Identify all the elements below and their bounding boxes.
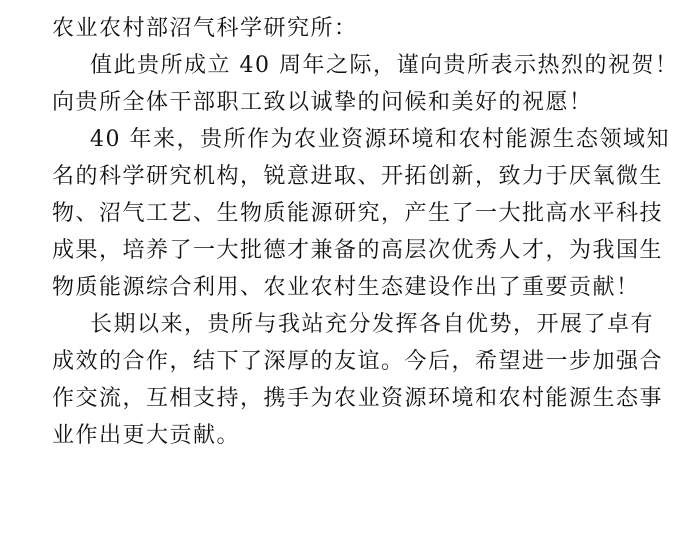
- paragraph-1-line-2: 向贵所全体干部职工致以诚挚的问候和美好的祝愿！: [52, 90, 593, 115]
- paragraph-3-line-2: 成效的合作，结下了深厚的友谊。今后，希望进一步加强合: [52, 349, 664, 374]
- paragraph-2-line-1: 40 年来，贵所作为农业资源环境和农村能源生态领域知: [90, 127, 670, 152]
- salutation: 农业农村部沼气科学研究所：: [52, 16, 358, 41]
- paragraph-3-line-4: 业作出更大贡献。: [52, 423, 241, 448]
- paragraph-3-line-3: 作交流，互相支持，携手为农业资源环境和农村能源生态事: [52, 386, 664, 411]
- paragraph-1-line-1: 值此贵所成立 40 周年之际，谨向贵所表示热烈的祝贺！: [90, 53, 679, 78]
- paragraph-2-line-4: 成果，培养了一大批德才兼备的高层次优秀人才，为我国生: [52, 238, 664, 263]
- paragraph-3-line-1: 长期以来，贵所与我站充分发挥各自优势，开展了卓有: [90, 312, 655, 337]
- paragraph-2-line-5: 物质能源综合利用、农业农村生态建设作出了重要贡献！: [52, 275, 640, 300]
- paragraph-2-line-3: 物、沼气工艺、生物质能源研究，产生了一大批高水平科技: [52, 201, 664, 226]
- paragraph-2-line-2: 名的科学研究机构，锐意进取、开拓创新，致力于厌氧微生: [52, 164, 664, 189]
